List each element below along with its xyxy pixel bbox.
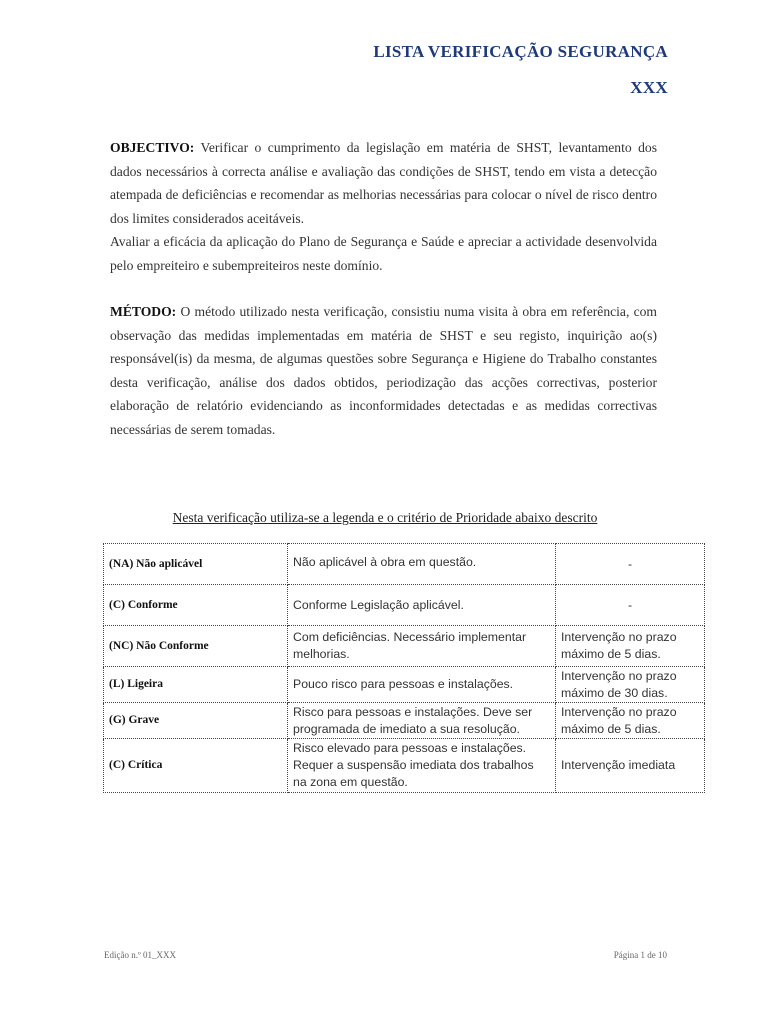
legend-caption: Nesta verificação utiliza-se a legenda e o critério de Prioridade abaixo descrito xyxy=(172,510,598,525)
legend-row xyxy=(104,739,705,793)
objective-section xyxy=(110,136,657,278)
method-label: MÉTODO: xyxy=(110,304,177,319)
method-paragraph xyxy=(110,300,657,442)
objective-paragraph xyxy=(110,136,657,230)
legend-code: (NC) Não Conforme xyxy=(104,626,288,667)
legend-row xyxy=(104,544,705,585)
legend-code: (C) Conforme xyxy=(104,585,288,626)
footer-page-number: Página 1 de 10 xyxy=(613,950,667,960)
legend-code: (C) Crítica xyxy=(104,739,288,793)
legend-description: Risco para pessoas e instalações. Deve ser programada de imediato a sua resolução. xyxy=(288,703,556,739)
method-text: O método utilizado nesta verificação, consistiu numa visita à obra em referência, com observação das medidas implementadas em matéria de SHST e seu registo, inquirição ao(s) responsável(is) da mesma, de algumas questões sobre Segurança e Higiene do Trabalho constantes desta verificação, análise dos dados obtidos, periodização das acções correctivas, posterior elaboração de relatório evidenciando as inconformidades detectadas e as medidas correctivas necessárias de serem tomadas. xyxy=(110,304,657,437)
legend-description: Não aplicável à obra em questão. xyxy=(288,544,556,585)
legend-description: Risco elevado para pessoas e instalações. Requer a suspensão imediata dos trabalhos na zona em questão. xyxy=(288,739,556,793)
legend-action: Intervenção imediata xyxy=(556,739,705,793)
document-subtitle: XXX xyxy=(630,78,668,97)
legend-table xyxy=(103,543,705,793)
legend-action: Intervenção no prazo máximo de 5 dias. xyxy=(556,626,705,667)
legend-action: - xyxy=(556,585,705,626)
legend-row xyxy=(104,703,705,739)
legend-description: Pouco risco para pessoas e instalações. xyxy=(288,667,556,703)
footer-edition: Edição n.º 01_XXX xyxy=(104,950,177,960)
legend-action: Intervenção no prazo máximo de 30 dias. xyxy=(556,667,705,703)
objective-text-2: Avaliar a eficácia da aplicação do Plano de Segurança e Saúde e apreciar a actividade desenvolvida pelo empreiteiro e subempreiteiros neste domínio. xyxy=(110,234,657,273)
objective-label: OBJECTIVO: xyxy=(110,140,195,155)
legend-row xyxy=(104,667,705,703)
method-section xyxy=(110,300,657,442)
legend-action: Intervenção no prazo máximo de 5 dias. xyxy=(556,703,705,739)
legend-code: (G) Grave xyxy=(104,703,288,739)
legend-row xyxy=(104,626,705,667)
objective-text-1: Verificar o cumprimento da legislação em matéria de SHST, levantamento dos dados necessários à correcta análise e avaliação das condições de SHST, tendo em vista a detecção atempada de deficiências e recomendar as melhorias necessárias para colocar o nível de risco dentro dos limites considerados aceitáveis. xyxy=(110,140,658,226)
legend-row xyxy=(104,585,705,626)
legend-description: Conforme Legislação aplicável. xyxy=(288,585,556,626)
legend-code: (NA) Não aplicável xyxy=(104,544,288,585)
legend-description: Com deficiências. Necessário implementar melhorias. xyxy=(288,626,556,667)
legend-code: (L) Ligeira xyxy=(104,667,288,703)
document-title: LISTA VERIFICAÇÃO SEGURANÇA xyxy=(373,42,668,61)
legend-action: - xyxy=(556,544,705,585)
